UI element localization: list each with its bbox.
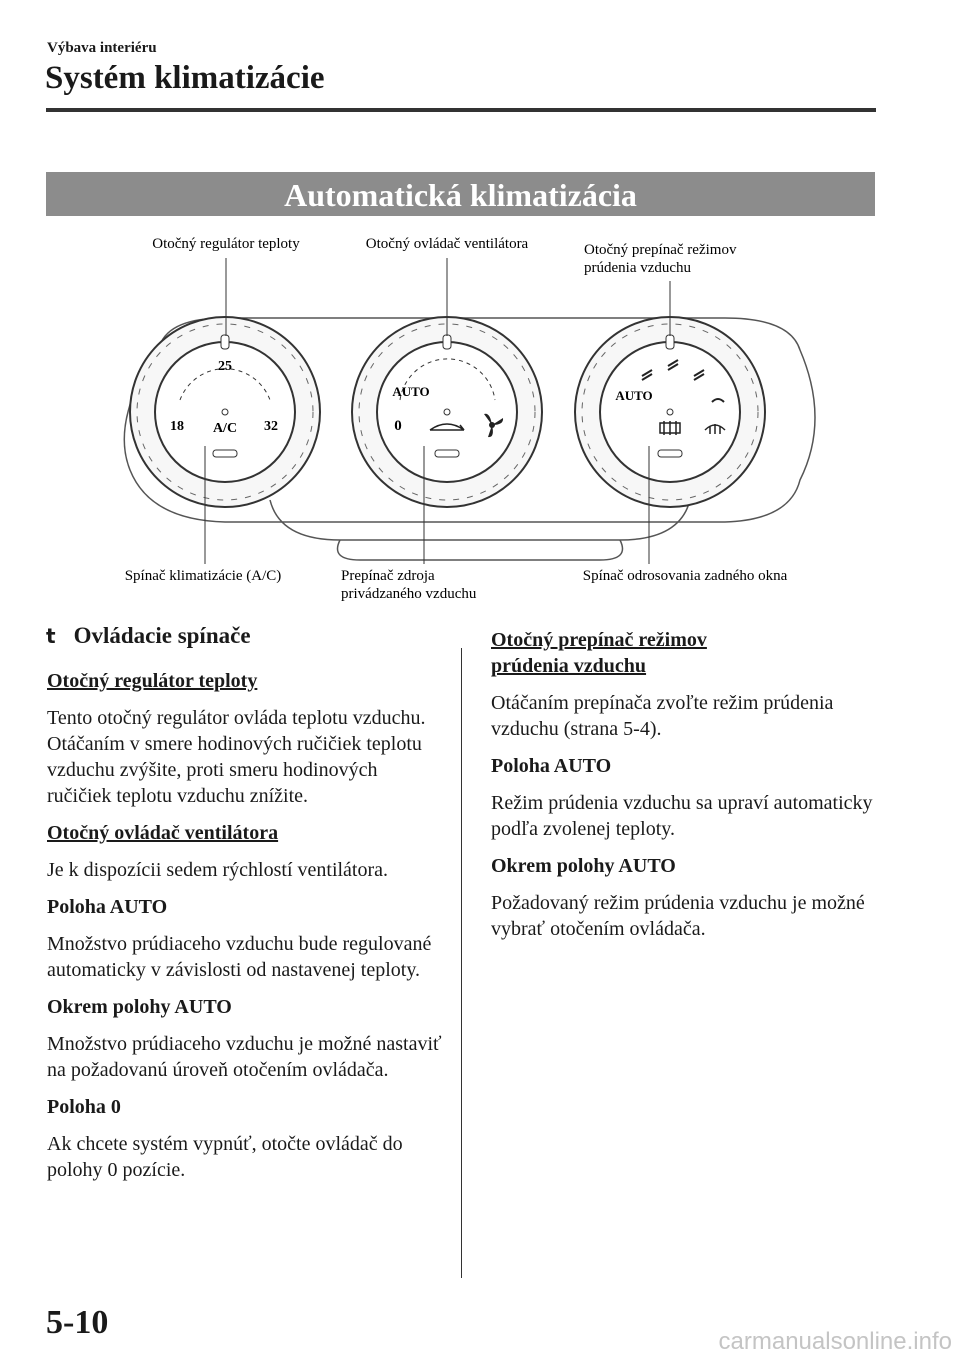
label-mode-dial-line2: prúdenia vzduchu	[584, 260, 692, 276]
label-mode-dial-line1: Otočný prepínač režimov	[584, 242, 737, 258]
temp-mid-label: 25	[218, 359, 232, 374]
left-column	[47, 668, 442, 1194]
mode-subheading-line2: prúdenia vzduchu	[491, 655, 647, 677]
label-rear-defog: Spínač odrosovania zadného okna	[582, 568, 788, 584]
temp-high-label: 32	[264, 419, 278, 434]
label-fan-dial: Otočný ovládač ventilátora	[365, 236, 529, 252]
temperature-dial[interactable]	[130, 317, 320, 507]
temp-subheading: Otočný regulátor teploty	[47, 670, 258, 692]
temp-body: Tento otočný regulátor ovláda teplotu vzduchu. Otáčaním v smere hodinových ručičiek teplotu vzduchu zvýšite, proti smeru hodinových ručičiek teplotu vzduchu znížite.	[47, 707, 426, 807]
fan-nonauto-heading: Okrem polohy AUTO	[47, 996, 232, 1018]
page-title: Systém klimatizácie	[45, 60, 325, 96]
fan-subheading: Otočný ovládač ventilátora	[47, 822, 279, 844]
fan-auto-heading: Poloha AUTO	[47, 896, 168, 918]
section-heading	[46, 623, 251, 649]
fan-nonauto-body: Množstvo prúdiaceho vzduchu je možné nastaviť na požadovanú úroveň otočením ovládača.	[47, 1033, 442, 1081]
section-banner: Automatická klimatizácia	[46, 172, 875, 216]
label-intake-line2: privádzaného vzduchu	[341, 586, 477, 602]
mode-auto-body: Režim prúdenia vzduchu sa upraví automaticky podľa zvolenej teploty.	[491, 792, 873, 840]
mode-auto-heading: Poloha AUTO	[491, 755, 612, 777]
label-temperature-dial: Otočný regulátor teploty	[152, 236, 300, 252]
page-number: 5-10	[46, 1304, 109, 1341]
section-heading-text: Ovládacie spínače	[73, 623, 251, 648]
fan-zero-label: 0	[394, 418, 402, 434]
temp-low-label: 18	[170, 419, 184, 434]
right-column	[491, 627, 891, 953]
title-rule	[46, 108, 876, 112]
mode-nonauto-body: Požadovaný režim prúdenia vzduchu je možné vybrať otočením ovládača.	[491, 892, 865, 940]
ac-label: A/C	[212, 421, 238, 436]
mode-body: Otáčaním prepínača zvoľte režim prúdenia vzduchu (strana 5-4).	[491, 692, 834, 740]
fan-auto-label: AUTO	[392, 384, 430, 399]
fan-zero-body: Ak chcete systém vypnúť, otočte ovládač do polohy 0 pozície.	[47, 1133, 403, 1181]
breadcrumb: Výbava interiéru	[47, 40, 157, 56]
label-intake-line1: Prepínač zdroja	[341, 568, 435, 584]
fan-body: Je k dispozícii sedem rýchlostí ventilátora.	[47, 859, 389, 881]
climate-control-diagram	[0, 225, 960, 610]
mode-auto-label: AUTO	[615, 388, 653, 403]
fan-dial[interactable]	[352, 317, 542, 507]
mode-subheading-line1: Otočný prepínač režimov	[491, 629, 707, 651]
airflow-mode-dial[interactable]	[575, 317, 765, 507]
fan-zero-heading: Poloha 0	[47, 1096, 121, 1118]
watermark: carmanualsonline.info	[718, 1328, 952, 1355]
label-ac-switch: Spínač klimatizácie (A/C)	[124, 568, 282, 584]
fan-auto-body: Množstvo prúdiaceho vzduchu bude regulované automaticky v závislosti od nastavenej teploty.	[47, 933, 432, 981]
mode-nonauto-heading: Okrem polohy AUTO	[491, 855, 676, 877]
section-marker: t	[46, 624, 56, 648]
column-divider	[461, 648, 462, 1278]
